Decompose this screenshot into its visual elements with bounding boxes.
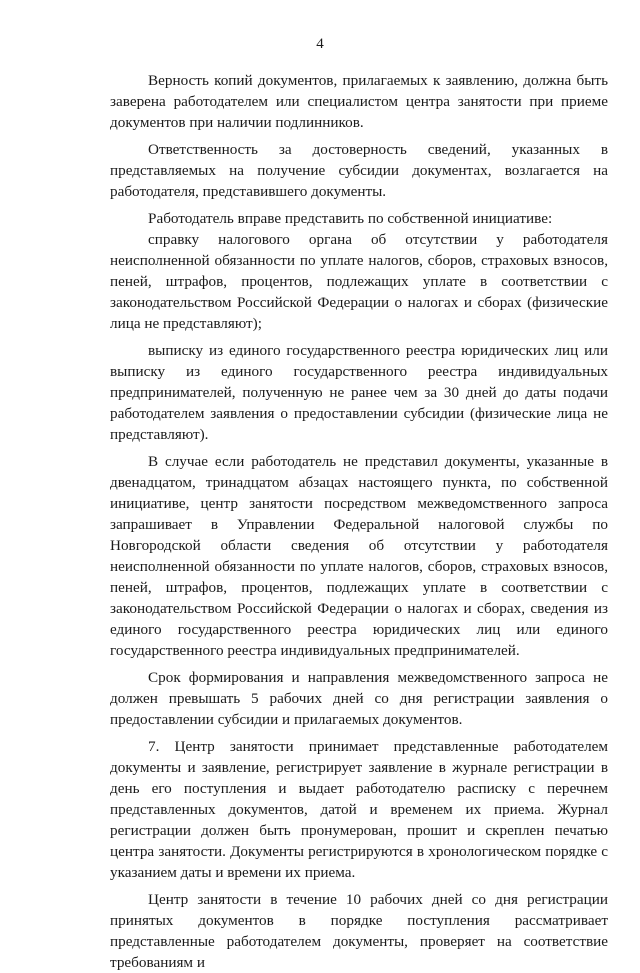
paragraph-responsibility: Ответственность за достоверность сведений, указанных в представляемых на получение субсидии документах, возлагается на работодателя, представившего документы. <box>110 141 608 200</box>
paragraph-interagency-request: В случае если работодатель не представил документы, указанные в двенадцатом, тринадцатом абзацах настоящего пункта, по собственной инициативе, центр занятости посредством межведомственного запроса запрашивает в Управлении Федеральной налоговой службы по Новгородской области сведения об отсутствии у работодателя неисполненной обязанности по уплате налогов, сборов, страховых взносов, пеней, штрафов, процентов, подлежащих уплате в соответствии с законодательством Российской Федерации о налогах и сборах, сведения из единого государственного реестра юридических лиц или единого государственного реестра индивидуальных предпринимателей. <box>110 453 608 659</box>
document-body <box>110 70 608 973</box>
paragraph-copies-verification: Верность копий документов, прилагаемых к заявлению, должна быть заверена работодателем или специалистом центра занятости при приеме документов при наличии подлинников. <box>110 72 608 131</box>
paragraph-employer-right: Работодатель вправе представить по собственной инициативе: <box>148 210 553 227</box>
paragraph-request-deadline: Срок формирования и направления межведомственного запроса не должен превышать 5 рабочих дней со дня регистрации заявления о предоставлении субсидии и прилагаемых документов. <box>110 669 608 728</box>
paragraph-tax-certificate: справку налогового органа об отсутствии у работодателя неисполненной обязанности по уплате налогов, сборов, страховых взносов, пеней, штрафов, процентов, подлежащих уплате в соответствии с законодательством Российской Федерации о налогах и сборах (физические лица не представляют); <box>110 231 608 332</box>
page-number: 4 <box>316 36 324 52</box>
paragraph-item-7: 7. Центр занятости принимает представленные работодателем документы и заявление, регистрирует заявление в журнале регистрации в день его поступления и выдает работодателю расписку с перечнем представленных документов, датой и временем их приема. Журнал регистрации должен быть пронумерован, прошит и скреплен печатью центра занятости. Документы регистрируются в хронологическом порядке с указанием даты и времени их приема. <box>110 738 608 881</box>
paragraph-review-period: Центр занятости в течение 10 рабочих дней со дня регистрации принятых документов в порядке поступления рассматривает представленные работодателем документы, проверяет на соответствие требованиям и <box>110 891 608 971</box>
paragraph-registry-extract: выписку из единого государственного реестра юридических лиц или выписку из единого государственного реестра индивидуальных предпринимателей, полученную не ранее чем за 30 дней до даты подачи работодателем заявления о предоставлении субсидии (физические лица не представляют). <box>110 342 608 443</box>
